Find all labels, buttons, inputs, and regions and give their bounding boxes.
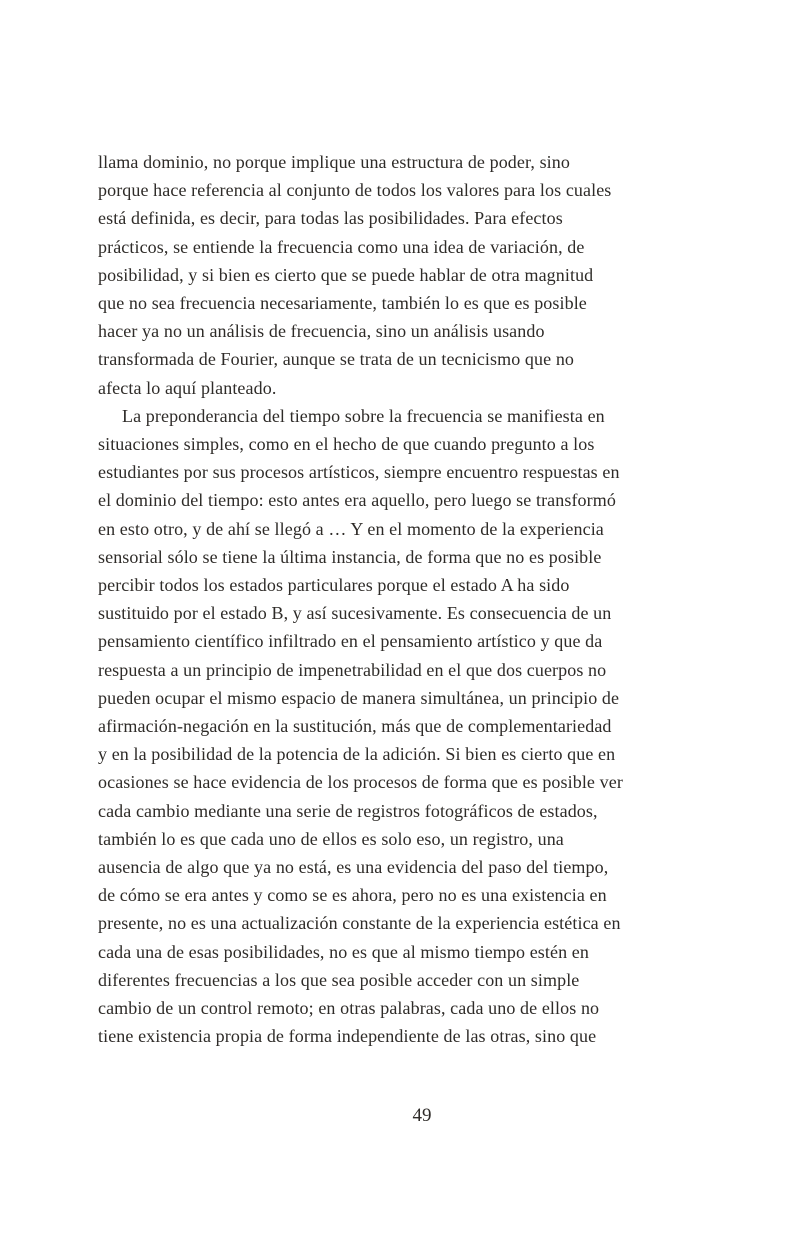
text-line: tiene existencia propia de forma independiente de las otras, sino que [98, 1026, 597, 1047]
text-line: hacer ya no un análisis de frecuencia, sino un análisis usando [98, 321, 545, 342]
text-line: porque hace referencia al conjunto de todos los valores para los cuales [98, 180, 612, 201]
text-line: afecta lo aquí planteado. [98, 377, 277, 398]
text-line: prácticos, se entiende la frecuencia como una idea de variación, de [98, 236, 585, 257]
text-line: estudiantes por sus procesos artísticos, siempre encuentro respuestas en [98, 462, 620, 483]
text-line: transformada de Fourier, aunque se trata de un tecnicismo que no [98, 349, 575, 370]
text-line: está definida, es decir, para todas las posibilidades. Para efectos [98, 208, 563, 229]
text-line: posibilidad, y si bien es cierto que se puede hablar de otra magnitud [98, 264, 594, 285]
text-line: en esto otro, y de ahí se llegó a … Y en el momento de la experiencia [98, 518, 604, 539]
text-line: sensorial sólo se tiene la última instancia, de forma que no es posible [98, 546, 602, 567]
text-line: pueden ocupar el mismo espacio de manera simultánea, un principio de [98, 687, 620, 708]
page-number: 49 [412, 1105, 432, 1126]
text-line: respuesta a un principio de impenetrabilidad en el que dos cuerpos no [98, 659, 607, 680]
text-line: también lo es que cada uno de ellos es solo eso, un registro, una [98, 828, 564, 849]
text-line: pensamiento científico infiltrado en el pensamiento artístico y que da [98, 631, 603, 652]
body-text [98, 148, 718, 1051]
paragraph-2 [98, 402, 718, 1051]
text-line: afirmación-negación en la sustitución, más que de complementariedad [98, 716, 612, 737]
text-line: llama dominio, no porque implique una estructura de poder, sino [98, 152, 570, 172]
text-line: cambio de un control remoto; en otras palabras, cada uno de ellos no [98, 998, 600, 1019]
paragraph-1 [98, 148, 718, 402]
text-line: sustituido por el estado B, y así sucesivamente. Es consecuencia de un [98, 603, 612, 624]
page-footer [0, 1104, 800, 1128]
text-line: de cómo se era antes y como se es ahora, pero no es una existencia en [98, 885, 607, 906]
text-line: situaciones simples, como en el hecho de que cuando pregunto a los [98, 434, 595, 455]
text-line: ocasiones se hace evidencia de los procesos de forma que es posible ver [98, 772, 623, 793]
text-line: percibir todos los estados particulares porque el estado A ha sido [98, 575, 570, 596]
text-line: presente, no es una actualización constante de la experiencia estética en [98, 913, 621, 934]
text-line: cada una de esas posibilidades, no es que al mismo tiempo estén en [98, 941, 589, 962]
text-line: y en la posibilidad de la potencia de la adición. Si bien es cierto que en [98, 744, 616, 765]
text-line: ausencia de algo que ya no está, es una evidencia del paso del tiempo, [98, 857, 609, 878]
text-line: diferentes frecuencias a los que sea posible acceder con un simple [98, 969, 580, 990]
text-line: que no sea frecuencia necesariamente, también lo es que es posible [98, 293, 587, 314]
text-line: el dominio del tiempo: esto antes era aquello, pero luego se transformó [98, 490, 616, 511]
text-line: cada cambio mediante una serie de registros fotográficos de estados, [98, 800, 598, 821]
text-line: La preponderancia del tiempo sobre la frecuencia se manifiesta en [122, 405, 605, 426]
